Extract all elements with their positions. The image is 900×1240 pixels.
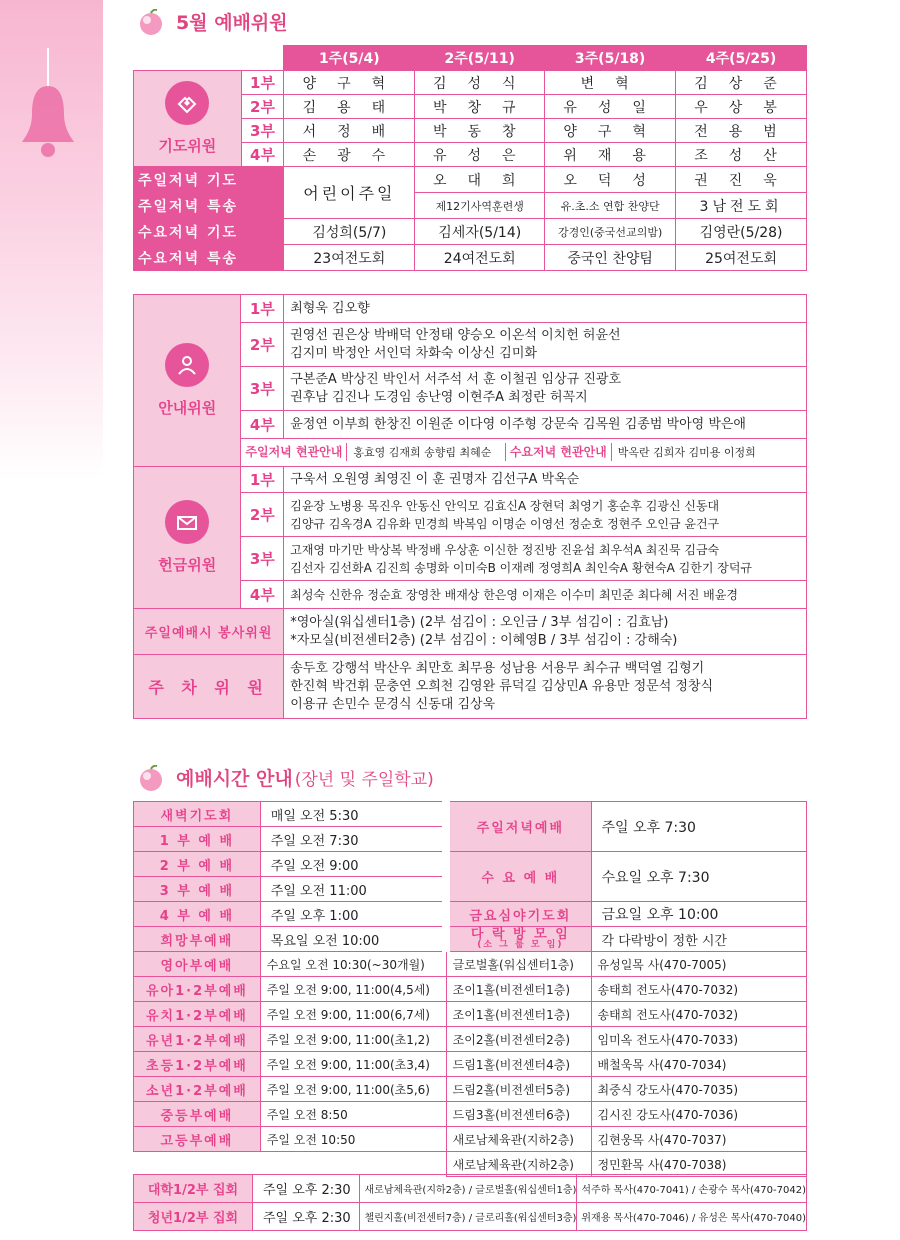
- schedule-contact: 임미옥 전도사(470-7033): [591, 1027, 806, 1052]
- evening-special: 25여전도회: [676, 245, 807, 271]
- evening-special: 중국인 찬양팀: [545, 245, 676, 271]
- evening-name: 강경인(중국선교의밤): [545, 219, 676, 245]
- evening-label: 수요저녁 기도: [134, 219, 284, 245]
- guide-names: 권후남 김진나 도경임 송난영 이현주A 최정란 허꼭지: [290, 389, 588, 405]
- schedule-label: 1 부 예 배: [134, 827, 261, 852]
- schedule-time: 목요일 오전 10:00: [260, 927, 446, 952]
- schedule-table: [133, 801, 807, 1177]
- offering-label: 헌금위원: [158, 556, 217, 574]
- part-label: 1부: [241, 71, 284, 95]
- schedule-contact: 유성일목 사(470-7005): [591, 952, 806, 977]
- schedule-contact: 송태희 전도사(470-7032): [591, 977, 806, 1002]
- guide-names: 권영선 권은상 박배덕 안정태 양승오 이온석 이치헌 허윤선: [290, 327, 621, 343]
- schedule-label: 주일저녁예배: [446, 802, 591, 852]
- schedule-time: 각 다락방이 정한 시간: [591, 927, 806, 952]
- schedule-time: 주일 오전 11:00: [260, 877, 446, 902]
- schedule-contact: 정민환목 사(470-7038): [591, 1152, 806, 1177]
- evening-name: 김성희(5/7): [284, 219, 415, 245]
- childrens-day: 어린이주일: [284, 167, 415, 219]
- prayer-name: 손광수: [284, 143, 415, 167]
- schedule-time: 주일 오전 9:00, 11:00(6,7세): [260, 1002, 446, 1027]
- service-volunteer-line: *자모실(비전센터2층) (2부 섬김이 : 이혜영B / 3부 섬김이 : 강해숙): [290, 632, 678, 648]
- week-header: 1주(5/4): [284, 46, 415, 71]
- schedule-place: 챌린지홀(비전센터7층) / 글로리홀(워십센터3층): [360, 1203, 577, 1231]
- schedule-label: 고등부예배: [134, 1127, 261, 1152]
- schedule-contact: 송태희 전도사(470-7032): [591, 1002, 806, 1027]
- part-label: 2부: [241, 95, 284, 119]
- evening-special: 3남전도회: [676, 193, 807, 219]
- guide-names: 구본준A 박상진 박인서 서주석 서 훈 이철권 임상규 진광호: [290, 371, 622, 387]
- schedule-label: 유치1·2부예배: [134, 1002, 261, 1027]
- offering-names: 구욱서 오원영 최영진 이 훈 권명자 김선구A 박옥순: [284, 467, 807, 493]
- parking-label: 주 차 위 원: [134, 655, 284, 719]
- parking-line: 이용규 손민수 문경식 신동대 김상욱: [290, 696, 496, 712]
- prayer-name: 위재용: [545, 143, 676, 167]
- evening-name: 김영란(5/28): [676, 219, 807, 245]
- part-label: 4부: [241, 143, 284, 167]
- schedule-time: 주일 오전 9:00: [260, 852, 446, 877]
- section1-title: 5월 예배위원: [176, 12, 288, 34]
- prayer-name: 박동창: [415, 119, 545, 143]
- prayer-name: 김상준: [676, 71, 807, 95]
- schedule-sublabel: (소 그 룹 모 임): [477, 939, 564, 950]
- apple-icon: [138, 765, 164, 791]
- guide-label-cell: [134, 295, 241, 467]
- schedule-place: 조이1홀(비전센터1층): [446, 1002, 591, 1027]
- prayer-name: 박창규: [415, 95, 545, 119]
- schedule-place: 새로남체육관(지하2층): [446, 1152, 591, 1177]
- parking-line: 한진혁 박건휘 문충연 오희천 김영완 류덕길 김상민A 유용만 정문석 정창식: [290, 678, 714, 694]
- schedule-time: 주일 오전 9:00, 11:00(초1,2): [260, 1027, 446, 1052]
- section2-header: [138, 764, 434, 791]
- part-label: 4부: [241, 411, 284, 439]
- prayer-name: 양구혁: [545, 119, 676, 143]
- schedule-label: 2 부 예 배: [134, 852, 261, 877]
- schedule-place: 새로남체육관(지하2층): [446, 1127, 591, 1152]
- evening-name: 오대희: [415, 167, 545, 193]
- offering-names: 고재영 마기만 박상복 박정배 우상훈 이신한 정진방 진윤섭 최우석A 최진묵 김금숙: [290, 542, 720, 557]
- schedule-time: 주일 오후 2:30: [252, 1203, 359, 1231]
- prayer-table: [133, 45, 807, 271]
- schedule-label: 소년1·2부예배: [134, 1077, 261, 1102]
- part-label: 3부: [241, 367, 284, 411]
- evening-special: 유.초.소 연합 찬양단: [545, 193, 676, 219]
- evening-special: 제12기사역훈련생: [415, 193, 545, 219]
- schedule-time: 매일 오전 5:30: [260, 802, 446, 827]
- evening-label: 수요저녁 특송: [134, 245, 284, 271]
- schedule-place: 조이1홀(비전센터1층): [446, 977, 591, 1002]
- prayer-name: 유성은: [415, 143, 545, 167]
- offering-names: 최성숙 신한유 정순효 장영찬 배재상 한은영 이재은 이수미 최민준 최다혜 서진 배윤경: [284, 581, 807, 609]
- college-table: [133, 1174, 807, 1231]
- schedule-label: 유년1·2부예배: [134, 1027, 261, 1052]
- schedule-contact: 최중식 강도사(470-7035): [591, 1077, 806, 1102]
- schedule-label: 새벽기도회: [134, 802, 261, 827]
- schedule-label-cell: [446, 902, 591, 927]
- schedule-time: 주일 오전 8:50: [260, 1102, 446, 1127]
- part-label: 2부: [241, 323, 284, 367]
- offering-label-cell: [134, 467, 241, 609]
- guide-label: 안내위원: [158, 399, 217, 417]
- prayer-name: 양구혁: [284, 71, 415, 95]
- evening-label: 주일저녁 특송: [134, 193, 284, 219]
- schedule-label: 4 부 예 배: [134, 902, 261, 927]
- section2-subtitle: (장년 및 주일학교): [294, 770, 434, 790]
- schedule-label: 수 요 예 배: [446, 852, 591, 902]
- offering-names: 김윤장 노병용 목진우 안동신 안익모 김효신A 장현덕 최영기 홍순후 김광신 신동대: [290, 498, 720, 513]
- schedule-contact: 김현웅목 사(470-7037): [591, 1127, 806, 1152]
- schedule-place: 드림1홀(비전센터4층): [446, 1052, 591, 1077]
- envelope-icon: [165, 500, 209, 544]
- evening-label: 주일저녁 기도: [134, 167, 284, 193]
- evening-name: 김세자(5/14): [415, 219, 545, 245]
- guide-names: 최형욱 김오향: [284, 295, 807, 323]
- guide-names: 김지미 박정안 서인덕 차화숙 이상신 김미화: [290, 345, 537, 361]
- prayer-hands-icon: [165, 81, 209, 125]
- prayer-name: 유성일: [545, 95, 676, 119]
- sun-evening-guide-names: 홍효영 김재희 송향림 최혜순: [353, 446, 492, 459]
- schedule-place: 드림3홀(비전센터6층): [446, 1102, 591, 1127]
- evening-special: 23여전도회: [284, 245, 415, 271]
- schedule-label: 청년1/2부 집회: [134, 1203, 253, 1231]
- schedule-time: 주일 오전 9:00, 11:00(4,5세): [260, 977, 446, 1002]
- wed-evening-guide-label: 수요저녁 현관안내: [505, 443, 612, 461]
- prayer-label-cell: [134, 71, 242, 167]
- guide-names: 윤정연 이부희 한창진 이원준 이다영 이주형 강문숙 김목원 김종범 박아영 박은애: [284, 411, 807, 439]
- darakbang-cell: [446, 927, 591, 952]
- schedule-place: 드림2홀(비전센터5층): [446, 1077, 591, 1102]
- schedule-time: 주일 오후 1:00: [260, 902, 446, 927]
- prayer-name: 김용태: [284, 95, 415, 119]
- schedule-label: 대학1/2부 집회: [134, 1175, 253, 1203]
- prayer-name: 조성산: [676, 143, 807, 167]
- prayer-name: 변혁: [545, 71, 676, 95]
- schedule-label: 금요심야기도회: [469, 908, 572, 924]
- week-header: 2주(5/11): [415, 46, 545, 71]
- wed-evening-guide-names: 박옥란 김희자 김미용 이정희: [617, 446, 756, 459]
- prayer-name: 김성식: [415, 71, 545, 95]
- schedule-time: 주일 오후 7:30: [591, 802, 806, 852]
- offering-names: 김양규 김옥경A 김유화 민경희 박복임 이명순 이영선 정순호 정현주 오인금 윤건구: [290, 516, 720, 531]
- sun-evening-guide-label: 주일저녁 현관안내: [245, 443, 347, 461]
- schedule-label: 중등부예배: [134, 1102, 261, 1127]
- schedule-contact: 위재용 목사(470-7046) / 유성은 목사(470-7040): [577, 1203, 807, 1231]
- parking-line: 송두호 강행석 박산우 최만호 최무용 성남용 서용무 최수규 백덕열 김형기: [290, 660, 705, 676]
- part-label: 3부: [241, 537, 284, 581]
- schedule-time: 주일 오후 2:30: [252, 1175, 359, 1203]
- prayer-name: 우상봉: [676, 95, 807, 119]
- prayer-name: 전용범: [676, 119, 807, 143]
- schedule-label: 희망부예배: [134, 927, 261, 952]
- schedule-label: 3 부 예 배: [134, 877, 261, 902]
- schedule-contact: 김시진 강도사(470-7036): [591, 1102, 806, 1127]
- guide-table: [133, 294, 807, 719]
- schedule-label: 유아1·2부예배: [134, 977, 261, 1002]
- schedule-place: 조이2홀(비전센터2층): [446, 1027, 591, 1052]
- part-label: 1부: [241, 467, 284, 493]
- bell-icon: [18, 48, 78, 168]
- prayer-label: 기도위원: [158, 137, 217, 155]
- person-icon: [165, 343, 209, 387]
- section2-title: 예배시간 안내: [176, 768, 293, 790]
- schedule-label: 영아부예배: [134, 952, 261, 977]
- service-volunteer-line: *영아실(워십센터1층) (2부 섬김이 : 오인금 / 3부 섬김이 : 김효남): [290, 614, 669, 630]
- service-volunteer-label: 주일예배시 봉사위원: [134, 609, 284, 655]
- schedule-time: 주일 오전 9:00, 11:00(초5,6): [260, 1077, 446, 1102]
- schedule-time: 수요일 오전 10:30(~30개월): [260, 952, 446, 977]
- schedule-label: 초등1·2부예배: [134, 1052, 261, 1077]
- evening-name: 권진욱: [676, 167, 807, 193]
- apple-icon: [138, 9, 164, 35]
- week-header: 4주(5/25): [676, 46, 807, 71]
- prayer-name: 서정배: [284, 119, 415, 143]
- schedule-contact: 배철욱목 사(470-7034): [591, 1052, 806, 1077]
- part-label: 2부: [241, 493, 284, 537]
- schedule-place: 새로남체육관(지하2층) / 글로벌홀(워십센터1층): [360, 1175, 577, 1203]
- schedule-time: 수요일 오후 7:30: [591, 852, 806, 902]
- week-header: 3주(5/18): [545, 46, 676, 71]
- schedule-time: 주일 오전 7:30: [260, 827, 446, 852]
- schedule-time: 주일 오전 10:50: [260, 1127, 446, 1152]
- schedule-label: 다 락 방 모 임: [470, 926, 570, 942]
- section1-header: [138, 8, 288, 35]
- part-label: 4부: [241, 581, 284, 609]
- offering-names: 김선자 김선화A 김진희 송명화 이미숙B 이재례 정영희A 최인숙A 황현숙A 김한기 장덕규: [290, 560, 753, 575]
- schedule-time: 주일 오전 9:00, 11:00(초3,4): [260, 1052, 446, 1077]
- evening-special: 24여전도회: [415, 245, 545, 271]
- part-label: 3부: [241, 119, 284, 143]
- schedule-time: 금요일 오후 10:00: [591, 902, 806, 927]
- evening-name: 오덕성: [545, 167, 676, 193]
- schedule-contact: 석주하 목사(470-7041) / 손광수 목사(470-7042): [577, 1175, 807, 1203]
- side-decoration: [0, 0, 103, 480]
- schedule-place: 글로벌홀(워십센터1층): [446, 952, 591, 977]
- part-label: 1부: [241, 295, 284, 323]
